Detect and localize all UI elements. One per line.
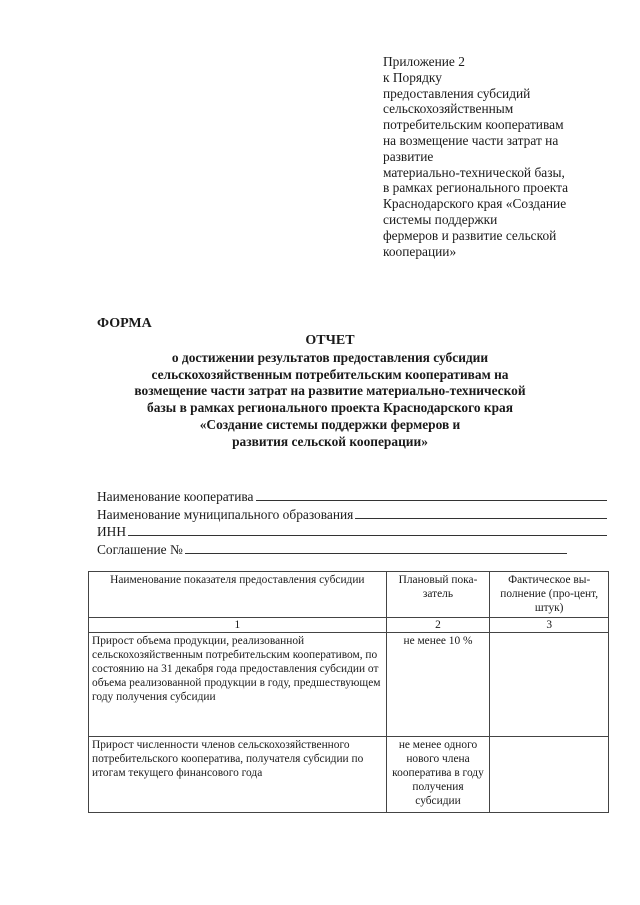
- inn-line[interactable]: [128, 522, 607, 536]
- appendix-line: в рамках регионального проекта: [383, 180, 569, 196]
- header-indicator: Наименование показателя предоставления субсидии: [89, 572, 387, 618]
- appendix-line: фермеров и развитие сельской: [383, 227, 557, 243]
- agreement-label: Соглашение №: [97, 541, 183, 557]
- agreement-field[interactable]: [97, 540, 567, 558]
- column-number: 1: [89, 617, 387, 632]
- header-plan: Плановый пока-затель: [386, 572, 490, 618]
- report-title-block: [70, 333, 590, 451]
- report-subtitle-line: о достижении результатов предоставления субсидии: [171, 349, 489, 365]
- table-header-row: [89, 572, 609, 618]
- actual-cell[interactable]: [490, 632, 609, 736]
- appendix-line: материально-технической базы,: [383, 164, 565, 180]
- indicator-cell: Прирост численности членов сельскохозяйственного потребительского кооператива, получателя субсидии по итогам текущего финансового года: [89, 736, 387, 812]
- table-column-numbers-row: [89, 617, 609, 632]
- report-subtitle-line: «Создание системы поддержки фермеров и: [199, 416, 461, 432]
- cooperative-name-line[interactable]: [256, 487, 608, 501]
- cooperative-name-label: Наименование кооператива: [97, 489, 254, 504]
- form-label: ФОРМА: [97, 316, 152, 331]
- report-subtitle-line: возмещение части затрат на развитие материально-технической: [134, 383, 526, 399]
- plan-cell: не менее 10 %: [386, 632, 490, 736]
- column-number: 3: [490, 617, 609, 632]
- appendix-line: Краснодарского края «Создание: [383, 196, 567, 212]
- report-subtitle-line: развития сельской кооперации»: [232, 433, 428, 449]
- appendix-line: системы поддержки: [383, 211, 498, 227]
- appendix-header: [383, 54, 623, 259]
- inn-label: ИНН: [97, 524, 127, 539]
- table-row: [89, 736, 609, 812]
- municipality-name-label: Наименование муниципального образования: [97, 506, 354, 522]
- report-fields: [97, 487, 607, 557]
- municipality-name-line[interactable]: [355, 505, 607, 519]
- inn-field[interactable]: [97, 522, 607, 540]
- appendix-line: сельскохозяйственным: [383, 101, 514, 117]
- plan-cell: не менее одного нового члена кооператива в году получения субсидии: [386, 736, 490, 812]
- indicator-cell: Прирост объема продукции, реализованной сельскохозяйственным потребительским кооперативом, по состоянию на 31 декабря года предоставления субсидии от объема реализованной продукции в году, предшествующем году получения субсидии: [89, 632, 387, 736]
- indicators-table: [88, 571, 609, 813]
- appendix-line: Приложение 2: [383, 54, 465, 69]
- actual-cell[interactable]: [490, 736, 609, 812]
- header-actual: Фактическое вы-полнение (про-цент, штук): [490, 572, 609, 618]
- appendix-line: развитие: [383, 148, 434, 164]
- appendix-line: кооперации»: [383, 243, 457, 259]
- cooperative-name-field[interactable]: [97, 487, 607, 505]
- appendix-line: на возмещение части затрат на: [383, 132, 559, 148]
- report-title: ОТЧЕТ: [305, 333, 355, 348]
- appendix-line: к Порядку: [383, 69, 442, 85]
- agreement-line[interactable]: [185, 540, 567, 554]
- column-number: 2: [386, 617, 490, 632]
- appendix-line: предоставления субсидий: [383, 85, 531, 101]
- appendix-line: потребительским кооперативам: [383, 117, 564, 133]
- report-subtitle-line: сельскохозяйственным потребительским кооперативам на: [151, 366, 509, 382]
- municipality-name-field[interactable]: [97, 505, 607, 523]
- report-subtitle-line: базы в рамках регионального проекта Краснодарского края: [147, 400, 513, 416]
- table-row: [89, 632, 609, 736]
